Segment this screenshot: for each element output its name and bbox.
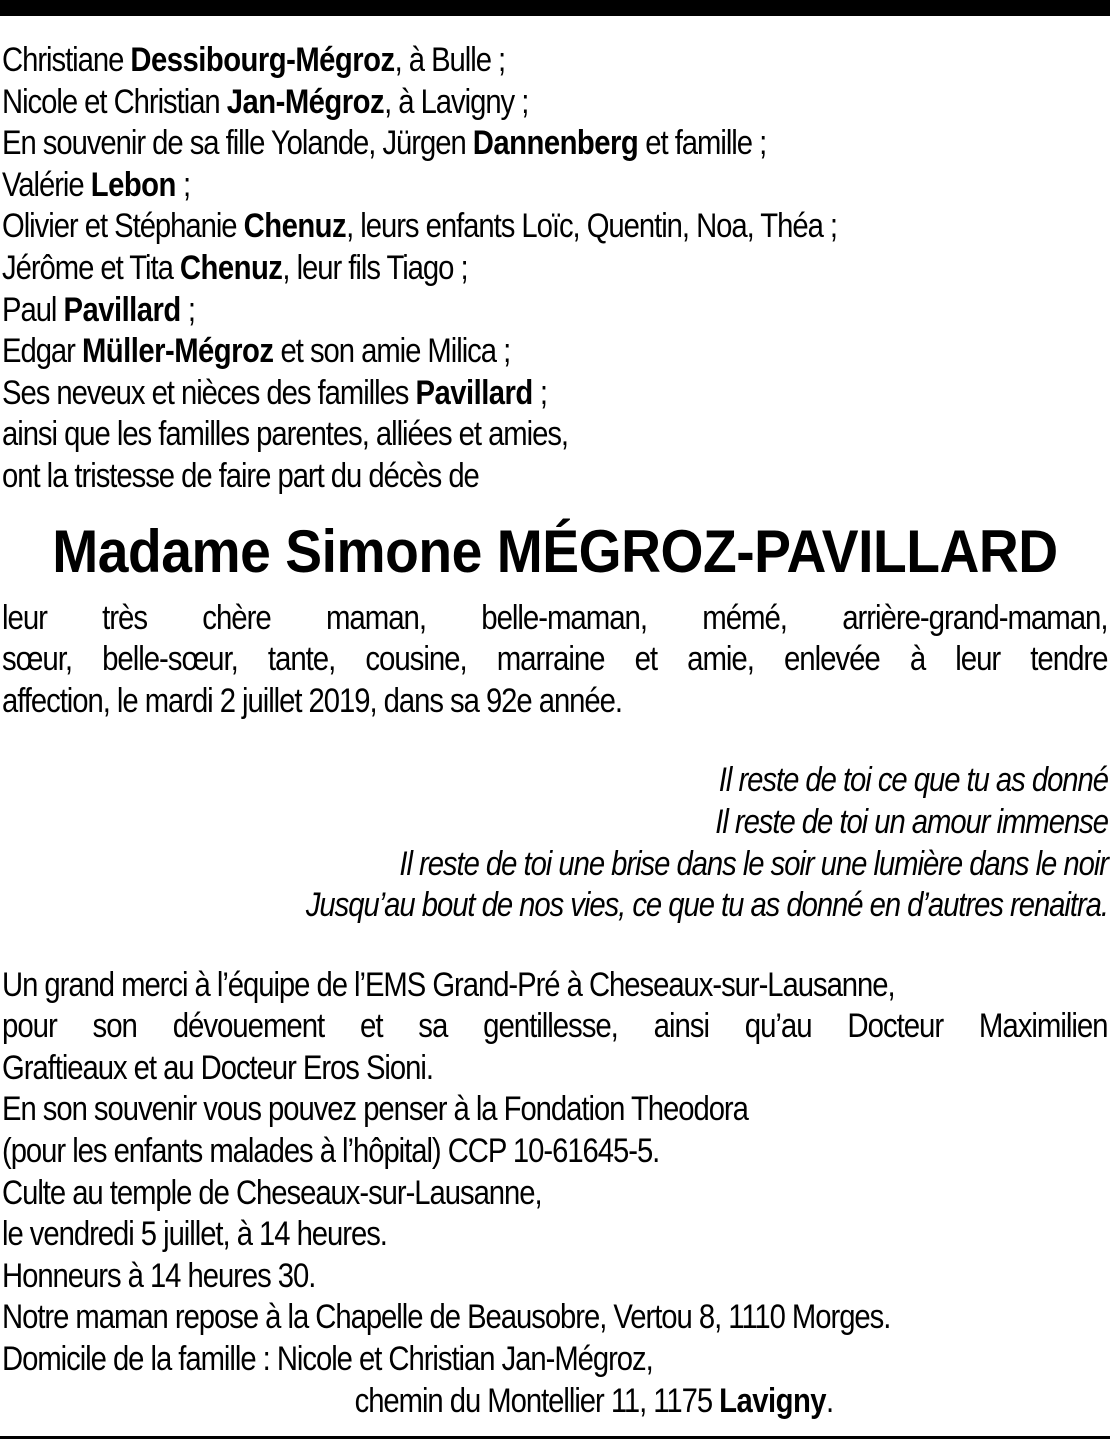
- top-rule: [0, 0, 1110, 16]
- details-line: Honneurs à 14 heures 30.: [2, 1256, 316, 1295]
- poem: [2, 760, 1108, 926]
- poem-line: Jusqu’au bout de nos vies, ce que tu as donné en d’autres renaitra.: [305, 886, 1108, 925]
- family-name: Dessibourg-Mégroz: [130, 41, 395, 79]
- description-line: leur très chère maman, belle-maman, mémé, arrière-grand-maman,: [2, 598, 1108, 637]
- family-name: Chenuz: [243, 207, 347, 246]
- family-line: En souvenir de sa fille Yolande, Jürgen Dannenberg et famille ;: [2, 124, 767, 163]
- family-line: Valérie Lebon ;: [2, 165, 191, 204]
- description-line: sœur, belle-sœur, tante, cousine, marraine et amie, enlevée à leur tendre: [2, 640, 1108, 679]
- poem-line: Il reste de toi une brise dans le soir une lumière dans le noir: [399, 844, 1108, 883]
- family-line: Paul Pavillard ;: [2, 290, 195, 329]
- details-line: Notre maman repose à la Chapelle de Beausobre, Vertou 8, 1110 Morges.: [2, 1298, 891, 1337]
- description: [2, 598, 1108, 723]
- family-line: Jérôme et Tita Chenuz, leur fils Tiago ;: [2, 248, 468, 287]
- family-name: Pavillard: [415, 373, 533, 412]
- address-line: chemin du Montellier 11, 1175 Lavigny.: [354, 1381, 834, 1420]
- family-line: Olivier et Stéphanie Chenuz, leurs enfants Loïc, Quentin, Noa, Théa ;: [2, 207, 837, 246]
- thanks-line: pour son dévouement et sa gentillesse, ainsi qu’au Docteur Maximilien: [2, 1007, 1108, 1046]
- description-line: affection, le mardi 2 juillet 2019, dans sa 92e année.: [2, 681, 622, 720]
- details-line: Culte au temple de Cheseaux-sur-Lausanne,: [2, 1173, 542, 1212]
- family-name: Pavillard: [63, 290, 181, 329]
- obituary-notice: [2, 40, 1108, 1422]
- intro-line: ainsi que les familles parentes, alliées et amies,: [2, 415, 569, 454]
- thanks-line: Un grand merci à l’équipe de l’EMS Grand-Pré à Cheseaux-sur-Lausanne,: [2, 965, 895, 1004]
- family-name: Chenuz: [179, 248, 283, 287]
- poem-line: Il reste de toi un amour immense: [715, 802, 1108, 841]
- family-name: Jan-Mégroz: [226, 82, 385, 121]
- poem-line: Il reste de toi ce que tu as donné: [718, 761, 1108, 800]
- bottom-rule: [0, 1436, 1110, 1439]
- family-line: Christiane Dessibourg-Mégroz, à Bulle ;: [2, 41, 506, 79]
- family-line: Nicole et Christian Jan-Mégroz, à Lavigny ;: [2, 82, 529, 121]
- details-line: le vendredi 5 juillet, à 14 heures.: [2, 1215, 387, 1254]
- family-name: Dannenberg: [472, 124, 639, 163]
- family-name: Müller-Mégroz: [81, 332, 274, 371]
- details-line: Domicile de la famille : Nicole et Christian Jan-Mégroz,: [2, 1340, 653, 1379]
- thanks-line: Graftieaux et au Docteur Eros Sioni.: [2, 1048, 433, 1087]
- details-line: En son souvenir vous pouvez penser à la Fondation Theodora: [2, 1090, 748, 1129]
- intro-line: ont la tristesse de faire part du décès de: [2, 456, 479, 495]
- address-town: Lavigny: [719, 1381, 827, 1420]
- thanks: [2, 965, 1108, 1423]
- details-line: (pour les enfants malades à l’hôpital) CCP 10-61645-5.: [2, 1132, 660, 1171]
- deceased-name: Madame Simone MÉGROZ-PAVILLARD: [52, 517, 1058, 585]
- family-name: Lebon: [90, 165, 176, 204]
- family-line: Ses neveux et nièces des familles Pavillard ;: [2, 373, 547, 412]
- family-line: Edgar Müller-Mégroz et son amie Milica ;: [2, 332, 511, 371]
